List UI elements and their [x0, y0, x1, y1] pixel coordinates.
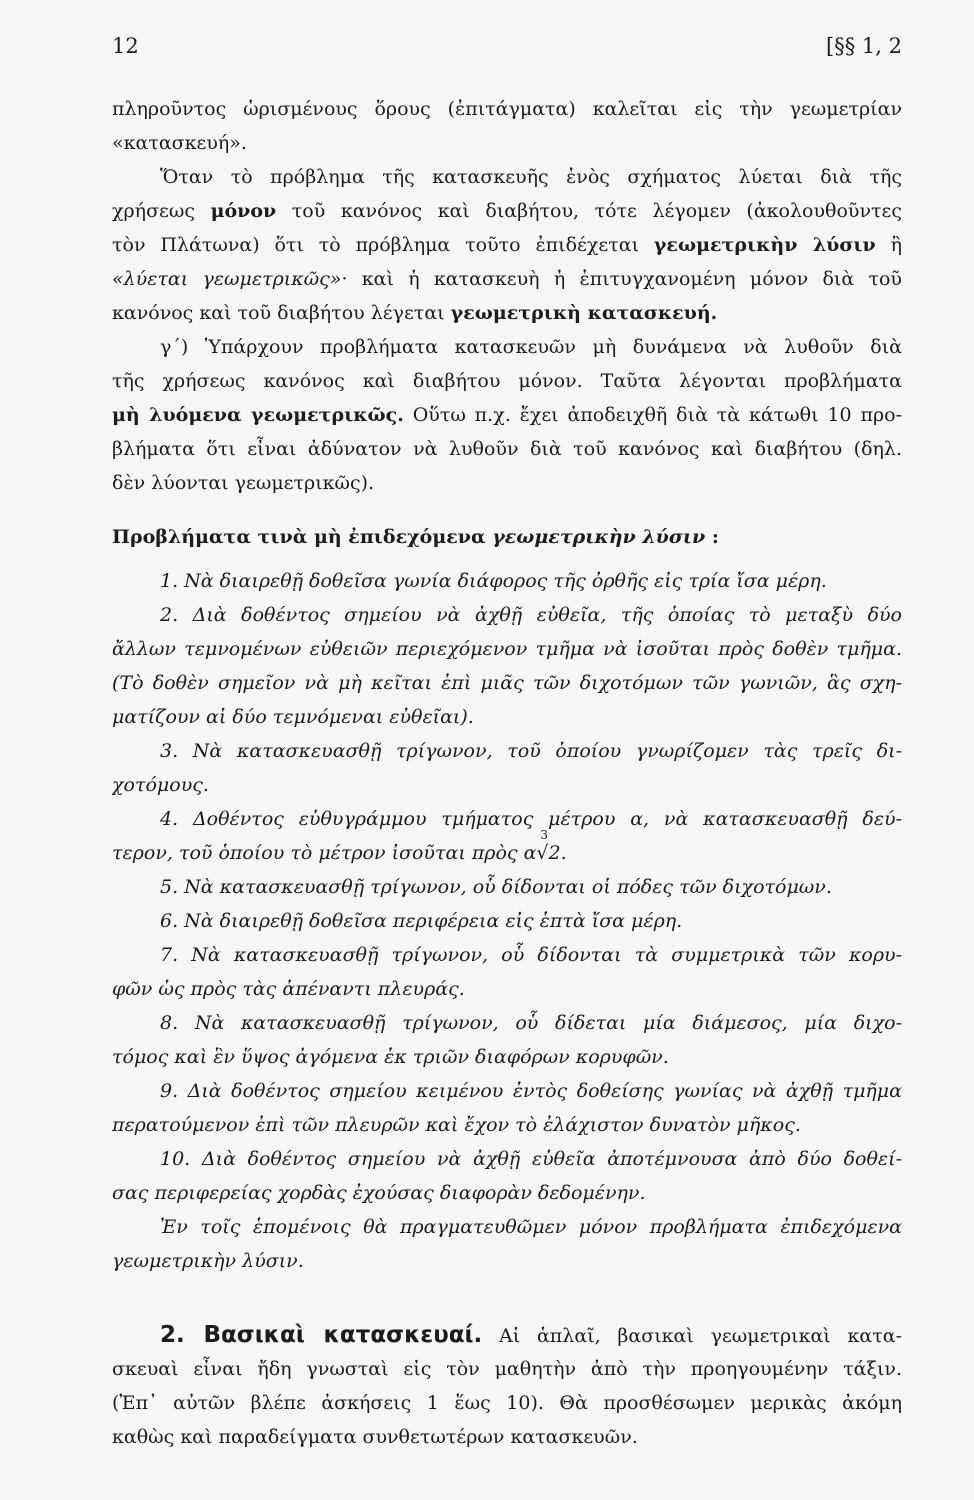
spacer [112, 500, 902, 516]
emphasis-only: μόνον [210, 200, 277, 222]
cube-root [536, 828, 567, 870]
problem-4-line1: 4. Δοθέντος εὐθυγράμμου τμήματος μέτρου α, νὰ κατασκευασθῇ δεύ- [160, 808, 902, 830]
problem-7-line1: 7. Νὰ κατασκευασθῇ τρίγωνον, οὗ δίδονται τὰ συμμετρικὰ τῶν κορυ- [160, 944, 902, 966]
para3-line2: τῆς χρήσεως κανόνος καὶ διαβήτου μόνον. Ταῦτα λέγονται προβλήματα [112, 370, 902, 392]
para2-line2 [112, 194, 902, 228]
para3-line5: δὲν λύονται γεωμετρικῶς). [112, 472, 375, 494]
section2-line1 [112, 1318, 902, 1352]
term-geometric-construction: γεωμετρικὴ κατασκευή. [450, 302, 718, 324]
section2-line3: (Ἐπ᾿ αὐτῶν βλέπε ἀσκήσεις 1 ἕως 10). Θὰ προσθέσωμεν μερικὰς ἀκόμη [112, 1392, 902, 1414]
page-header [112, 34, 902, 64]
para3-line3 [112, 398, 902, 432]
problems-list [112, 564, 902, 1278]
heading-text: Προβλήματα τινὰ μὴ ἐπιδεχόμενα [112, 526, 486, 548]
problem-3-line2: χοτόμους. [112, 774, 209, 796]
problem-2-line2: ἄλλων τεμνομένων εὐθειῶν περιεχόμενον τμῆμα νὰ ἰσοῦται πρὸς δοθὲν τμῆμα. [112, 638, 902, 660]
page-number: 12 [112, 34, 139, 58]
problem-9-line2: περατούμενον ἐπὶ τῶν πλευρῶν καὶ ἔχον τὸ ἐλάχιστον δυνατὸν μῆκος. [112, 1114, 801, 1136]
problem-4-line2 [112, 828, 902, 870]
root-index: 3 [540, 828, 549, 842]
text-run: τερον, τοῦ ὁποίου τὸ μέτρον ἰσοῦται πρὸς α [112, 842, 537, 864]
text-run: Οὕτω π.χ. ἔχει ἀποδειχθῆ διὰ τὰ κάτωθι 10 προ- [412, 404, 902, 426]
para3-line1: γ΄) Ὑπάρχουν προβλήματα κατασκευῶν μὴ δυνάμενα νὰ λυθοῦν διὰ [160, 336, 902, 358]
para2-line3 [112, 228, 902, 262]
problem-5: 5. Νὰ κατασκευασθῇ τρίγωνον, οὗ δίδονται οἱ πόδες τῶν διχοτόμων. [160, 876, 832, 898]
para2-line1: Ὅταν τὸ πρόβλημα τῆς κατασκευῆς ἑνὸς σχήματος λύεται διὰ τῆς [160, 166, 902, 188]
problem-2-line3: (Τὸ δοθὲν σημεῖον νὰ μὴ κεῖται ἐπὶ μιᾶς τῶν διχοτόμων τῶν γωνιῶν, ἃς σχη- [112, 672, 902, 694]
text-run: χρήσεως [112, 200, 196, 222]
closing-line1: Ἐν τοῖς ἑπομένοις θὰ πραγματευθῶμεν μόνον προβλήματα ἐπιδεχόμενα [160, 1216, 902, 1238]
text-run: τὸν Πλάτωνα) ὅτι τὸ πρόβλημα τοῦτο ἐπιδέχεται [112, 234, 640, 256]
problem-8-line2: τόμος καὶ ἓν ὕψος ἀγόμενα ἐκ τριῶν διαφόρων κορυφῶν. [112, 1046, 669, 1068]
section2-line2: σκευαὶ εἶναι ἤδη γνωσταὶ εἰς τὸν μαθητὴν ἀπὸ τὴν προηγουμένην τάξιν. [112, 1358, 902, 1380]
section2-line4: καθὼς καὶ παραδείγματα συνθετωτέρων κατασκευῶν. [112, 1426, 638, 1448]
term-solved-geometrically: «λύεται γεωμετρικῶς» [112, 268, 342, 290]
para1-line2: «κατασκευή». [112, 132, 247, 154]
problem-9-line1: 9. Διὰ δοθέντος σημείου κειμένου ἐντὸς δοθείσης γωνίας νὰ ἀχθῇ τμῆμα [160, 1080, 902, 1102]
text-run: ἢ [890, 234, 902, 256]
problem-2-line4: ματίζουν αἱ δύο τεμνόμεναι εὐθεῖαι). [112, 706, 474, 728]
term-geometric-solution: γεωμετρικὴν λύσιν [653, 234, 876, 256]
section2-title: 2. Βασικαὶ κατασκευαί. [160, 1322, 483, 1348]
para2-line5 [112, 296, 902, 330]
text-run: Αἱ ἁπλαῖ, βασικαὶ γεωμετρικαὶ κατα- [499, 1325, 902, 1347]
term-not-solvable: μὴ λυόμενα γεωμετρικῶς. [112, 404, 404, 426]
problem-7-line2: φῶν ὡς πρὸς τὰς ἀπέναντι πλευράς. [112, 978, 465, 1000]
root-expression: √2. [536, 842, 567, 864]
para3-line4: βλήματα ὅτι εἶναι ἀδύνατον νὰ λυθοῦν διὰ τοῦ κανόνος καὶ διαβήτου (δηλ. [112, 438, 902, 460]
text-run: κανόνος καὶ τοῦ διαβήτου λέγεται [112, 302, 445, 324]
problem-1: 1. Νὰ διαιρεθῇ δοθεῖσα γωνία διάφορος τῆς ὀρθῆς εἰς τρία ἴσα μέρη. [160, 570, 827, 592]
problem-8-line1: 8. Νὰ κατασκευασθῇ τρίγωνον, οὗ δίδεται μία διάμεσος, μία διχο- [160, 1012, 902, 1034]
problem-10-line1: 10. Διὰ δοθέντος σημείου νὰ ἀχθῇ εὐθεῖα ἀποτέμνουσα ἀπὸ δύο δοθεί- [160, 1148, 902, 1170]
text-run: τοῦ κανόνος καὶ διαβήτου, τότε λέγομεν (ἀκολουθοῦντες [291, 200, 902, 222]
page-body [112, 92, 902, 1454]
para2-line4 [112, 262, 902, 296]
problem-2-line1: 2. Διὰ δοθέντος σημείου νὰ ἀχθῇ εὐθεῖα, τῆς ὁποίας τὸ μεταξὺ δύο [160, 604, 902, 626]
problem-3-line1: 3. Νὰ κατασκευασθῇ τρίγωνον, τοῦ ὁποίου γνωρίζομεν τὰς τρεῖς δι- [160, 740, 902, 762]
section-reference: [§§ 1, 2 [826, 34, 902, 58]
para1-line1: πληροῦντος ὡρισμένους ὅρους (ἐπιτάγματα) καλεῖται εἰς τὴν γεωμετρίαν [112, 98, 902, 120]
problems-heading [112, 520, 902, 554]
problem-6: 6. Νὰ διαιρεθῇ δοθεῖσα περιφέρεια εἰς ἑπτὰ ἴσα μέρη. [160, 910, 683, 932]
heading-emphasis: γεωμετρικὴν λύσιν [492, 526, 706, 548]
closing-line2: γεωμετρικὴν λύσιν. [112, 1250, 304, 1272]
text-run: · καὶ ἡ κατασκευὴ ἡ ἐπιτυγχανομένη μόνον διὰ τοῦ [341, 268, 902, 290]
spacer [112, 1278, 902, 1318]
heading-colon: : [705, 526, 719, 548]
problem-10-line2: σας περιφερείας χορδὰς ἐχούσας διαφορὰν δεδομένην. [112, 1182, 646, 1204]
